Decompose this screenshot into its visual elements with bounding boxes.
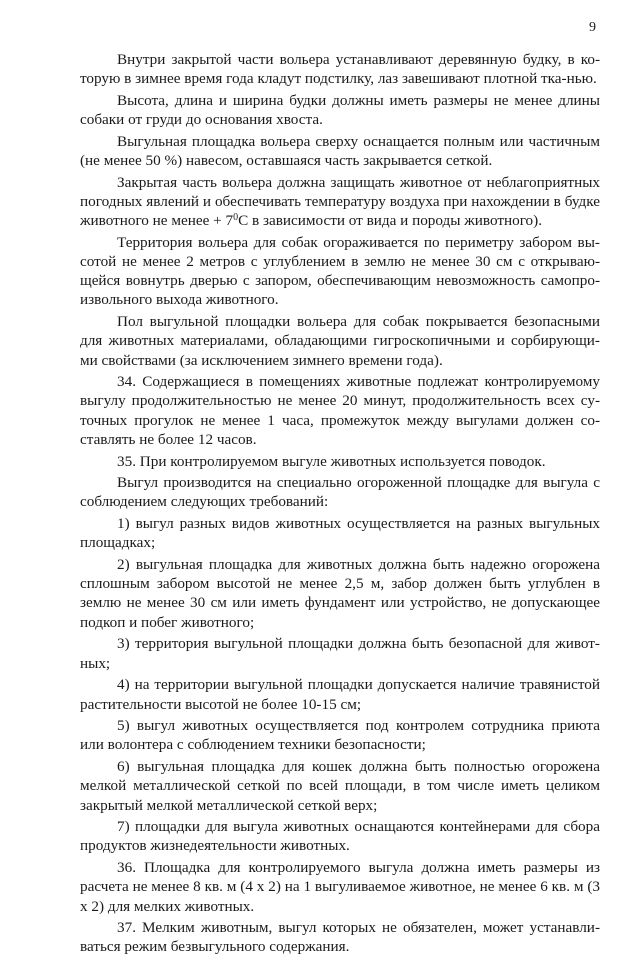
list-item: 6) выгульная площадка для кошек должна быть полностью огорожена мелкой металлической сеткой по всей площади, в том числе иметь целиком закрытый мелкой металлической сеткой верх; [80, 758, 600, 814]
paragraph-text-after: С в зависимости от вида и породы животного). [238, 212, 543, 230]
page-number: 9 [589, 20, 596, 35]
list-item: 7) площадки для выгула животных оснащаются контейнерами для сбора продуктов жизнедеятельности животных. [80, 818, 600, 855]
paragraph-item-34: 34. Содержащиеся в помещениях животные подлежат контролируемому выгулу продолжительностью не менее 20 минут, продолжительность всех су-точных прогулок не менее 1 часа, промежуток между выгулами должен со-ставлять не более 12 часов. [80, 373, 600, 448]
paragraph: Высота, длина и ширина будки должны иметь размеры не менее длины собаки от груди до основания хвоста. [80, 91, 600, 129]
list-item: 3) территория выгульной площадки должна быть безопасной для живот-ных; [80, 635, 600, 672]
list-item: 2) выгульная площадка для животных должна быть надежно огорожена сплошным забором высотой не менее 2,5 м, забор должен быть углублен в землю не менее 30 см или иметь фундамент или устройство, не допускающее подкоп и побег животного; [80, 556, 600, 631]
list-item: 4) на территории выгульной площадки допускается наличие травянистой растительности высотой не более 10-15 см; [80, 676, 600, 713]
list-item: 5) выгул животных осуществляется под контролем сотрудника приюта или волонтера с соблюдением техники безопасности; [80, 717, 600, 754]
list-item: 1) выгул разных видов животных осуществляется на разных выгульных площадках; [80, 515, 600, 552]
degree-superscript: 0 [233, 212, 239, 224]
paragraph-text-before: Закрытая часть вольера должна защищать животное от неблагоприятных погодных явлений и обеспечивать температуру воздуха при нахождении в будке животного не менее + 7 [80, 173, 600, 230]
document-body [80, 50, 600, 959]
paragraph-item-35: 35. При контролируемом выгуле животных используется поводок. [117, 452, 546, 470]
paragraph: Выгульная площадка вольера сверху оснащается полным или частичным (не менее 50 %) навесом, оставшаяся часть закрывается сеткой. [80, 132, 600, 170]
paragraph: Выгул производится на специально огороженной площадке для выгула с соблюдением следующих требований: [80, 474, 600, 511]
paragraph-temperature [80, 173, 600, 231]
paragraph: Территория вольера для собак огораживается по периметру забором вы-сотой не менее 2 метров с углублением в землю не менее 30 см с открываю-щейся вовнутрь дверью с запором, обеспечивающим невозможность самопро-извольного выхода животного. [80, 233, 600, 309]
paragraph-item-37: 37. Мелким животным, выгул которых не обязателен, может устанавли-ваться режим безвыгульного содержания. [80, 919, 600, 956]
paragraph: Пол выгульной площадки вольера для собак покрывается безопасными для животных материалами, обладающими гигроскопичными и сорбирующи-ми свойствами (за исключением зимнего времени года). [80, 313, 600, 369]
paragraph: Внутри закрытой части вольера устанавливают деревянную будку, в ко-торую в зимнее время года кладут подстилку, лаз завешивают плотной тка-нью. [80, 51, 600, 88]
paragraph-item-36: 36. Площадка для контролируемого выгула должна иметь размеры из расчета не менее 8 кв. м (4 х 2) на 1 выгуливаемое животное, не менее 6 кв. м (3 х 2) для мелких животных. [80, 859, 600, 915]
